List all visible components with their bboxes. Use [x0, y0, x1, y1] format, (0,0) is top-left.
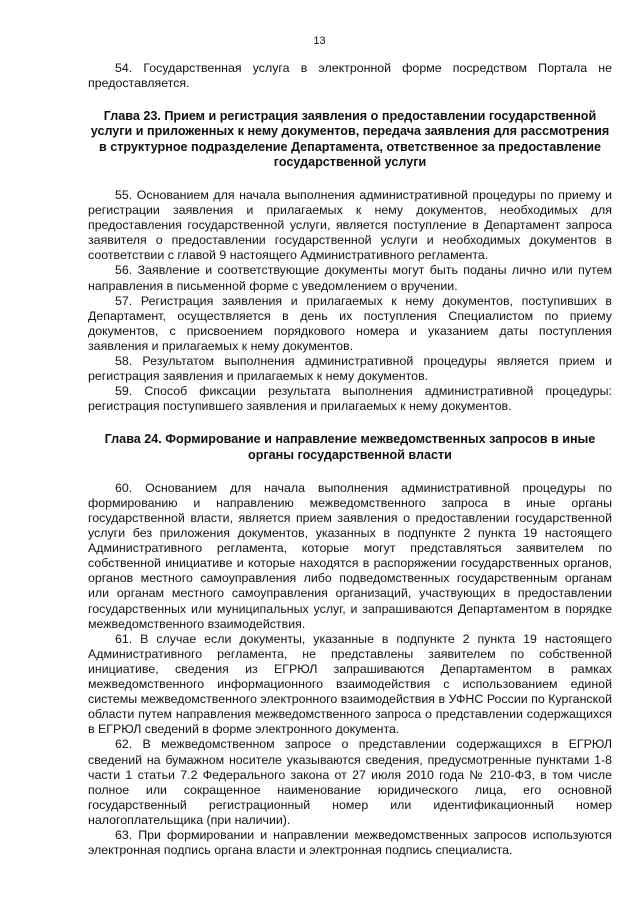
paragraph-59: 59. Способ фиксации результата выполнения административной процедуры: регистрация поступившего заявления и прилагаемых к нему документов. [88, 384, 612, 414]
paragraph-63: 63. При формировании и направлении межведомственных запросов используются электронная подпись органа власти и электронная подпись специалиста. [88, 827, 612, 858]
chapter-24-heading: Глава 24. Формирование и направление межведомственных запросов в иные органы государственной власти [104, 432, 596, 462]
paragraph-54: 54. Государственная услуга в электронной форме посредством Портала не предоставляется. [88, 61, 612, 91]
paragraph-55: 55. Основанием для начала выполнения административной процедуры по приему и регистрации заявления и прилагаемых к нему документов, необходимых для предоставления государственной услуги, является поступление в Департамент запроса заявителя о предоставлении государственной услуги и необходимых документов в соответствии с главой 9 настоящего Административного регламента. [88, 188, 612, 263]
paragraph-58: 58. Результатом выполнения административной процедуры является прием и регистрация заявления и прилагаемых к нему документов. [88, 354, 612, 384]
paragraph-61: 61. В случае если документы, указанные в подпункте 2 пункта 19 настоящего Административного регламента, не представлены заявителем по собственной инициативе, сведения из ЕГРЮЛ запрашиваются Департаментом в рамках межведомственного информационного взаимодействия с использованием единой системы межведомственного электронного взаимодействия в УФНС России по Курганской области путем направления межведомственного запроса о представлении содержащихся в ЕГРЮЛ сведений в форме электронного документа. [88, 631, 612, 737]
page-number: 13 [313, 35, 326, 47]
document-body [88, 61, 612, 858]
paragraph-57: 57. Регистрация заявления и прилагаемых к нему документов, поступивших в Департамент, осуществляется в день их поступления Специалистом по приему документов, с присвоением порядкового номера и указанием даты поступления заявления и прилагаемых к нему документов. [88, 293, 612, 353]
paragraph-60: 60. Основанием для начала выполнения административной процедуры по формированию и направлению межведомственного запроса в иные органы государственной власти, является прием заявления о предоставлении государственной услуги без приложения документов, указанных в подпункте 2 пункта 19 настоящего Административного регламента, которые могут представляться заявителем по собственной инициативе и которые находятся в распоряжении государственных органов, органов местного самоуправления либо подведомственных государственным органам или органам местного самоуправления организаций, участвующих в предоставлении государственных или муниципальных услуг, и запрашиваются Департаментом в порядке межведомственного взаимодействия. [88, 480, 612, 631]
paragraph-62: 62. В межведомственном запросе о представлении содержащихся в ЕГРЮЛ сведений на бумажном носителе указываются сведения, предусмотренные пунктами 1-8 части 1 статьи 7.2 Федерального закона от 27 июля 2010 года № 210-ФЗ, в том числе полное или сокращенное наименование юридического лица, его основной государственный регистрационный номер или идентификационный номер налогоплательщика (при наличии). [88, 737, 612, 827]
chapter-23-heading: Глава 23. Прием и регистрация заявления о предоставлении государственной услуги и приложенных к нему документов, передача заявления для рассмотрения в структурное подразделение Департамента, ответственное за предоставление государственной услуги [90, 109, 610, 169]
paragraph-56: 56. Заявление и соответствующие документы могут быть поданы лично или путем направления в письменной форме с уведомлением о вручении. [88, 263, 612, 293]
